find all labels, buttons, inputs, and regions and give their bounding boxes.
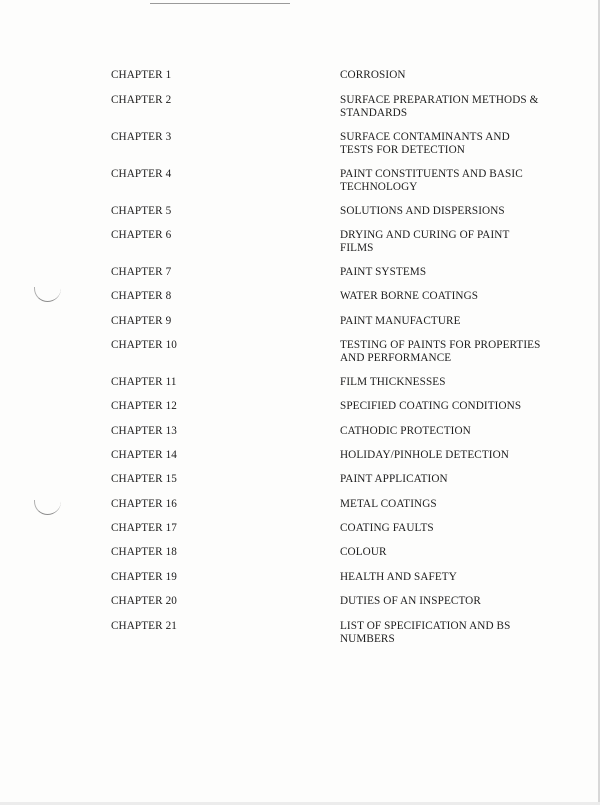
chapter-number: CHAPTER 14 [111,449,177,461]
chapter-number: CHAPTER 12 [111,400,177,412]
chapter-title: DUTIES OF AN INSPECTOR [340,595,481,607]
chapter-title: COATING FAULTS [340,522,434,534]
chapter-number: CHAPTER 6 [111,229,172,241]
chapter-number: CHAPTER 19 [111,571,177,583]
chapter-number: CHAPTER 1 [111,69,172,81]
chapter-title: SOLUTIONS AND DISPERSIONS [340,205,505,217]
chapter-title: PAINT SYSTEMS [340,266,427,278]
chapter-number: CHAPTER 17 [111,522,177,534]
chapter-title: PAINT MANUFACTURE [340,315,461,327]
chapter-title: HEALTH AND SAFETY [340,571,457,583]
chapter-number: CHAPTER 20 [111,595,177,607]
chapter-number: CHAPTER 5 [111,205,172,217]
chapter-number: CHAPTER 11 [111,376,177,388]
chapter-title: COLOUR [340,546,387,558]
chapter-number: CHAPTER 2 [111,94,172,106]
chapter-title: PAINT CONSTITUENTS AND BASIC TECHNOLOGY [340,168,523,193]
chapter-number: CHAPTER 21 [111,620,177,632]
chapter-number: CHAPTER 15 [111,473,177,485]
chapter-number: CHAPTER 18 [111,546,177,558]
chapter-title: TESTING OF PAINTS FOR PROPERTIES AND PERFORMANCE [340,339,541,364]
chapter-title: SURFACE PREPARATION METHODS & STANDARDS [340,94,539,119]
chapter-number: CHAPTER 10 [111,339,177,351]
chapter-number: CHAPTER 3 [111,131,172,143]
chapter-title: FILM THICKNESSES [340,376,446,388]
chapter-title: CATHODIC PROTECTION [340,425,471,437]
chapter-number: CHAPTER 8 [111,290,172,302]
chapter-title: PAINT APPLICATION [340,473,448,485]
chapter-number: CHAPTER 7 [111,266,172,278]
chapter-title: HOLIDAY/PINHOLE DETECTION [340,449,509,461]
chapter-number: CHAPTER 16 [111,498,177,510]
chapter-title: WATER BORNE COATINGS [340,290,479,302]
chapter-title: LIST OF SPECIFICATION AND BS NUMBERS [340,620,511,645]
chapter-title: SPECIFIED COATING CONDITIONS [340,400,522,412]
chapter-title: SURFACE CONTAMINANTS AND TESTS FOR DETECTION [340,131,510,156]
chapter-number: CHAPTER 4 [111,168,172,180]
chapter-title: CORROSION [340,69,406,81]
chapter-number: CHAPTER 13 [111,425,177,437]
chapter-title: METAL COATINGS [340,498,437,510]
chapter-title: DRYING AND CURING OF PAINT FILMS [340,229,510,254]
chapter-number: CHAPTER 9 [111,315,172,327]
